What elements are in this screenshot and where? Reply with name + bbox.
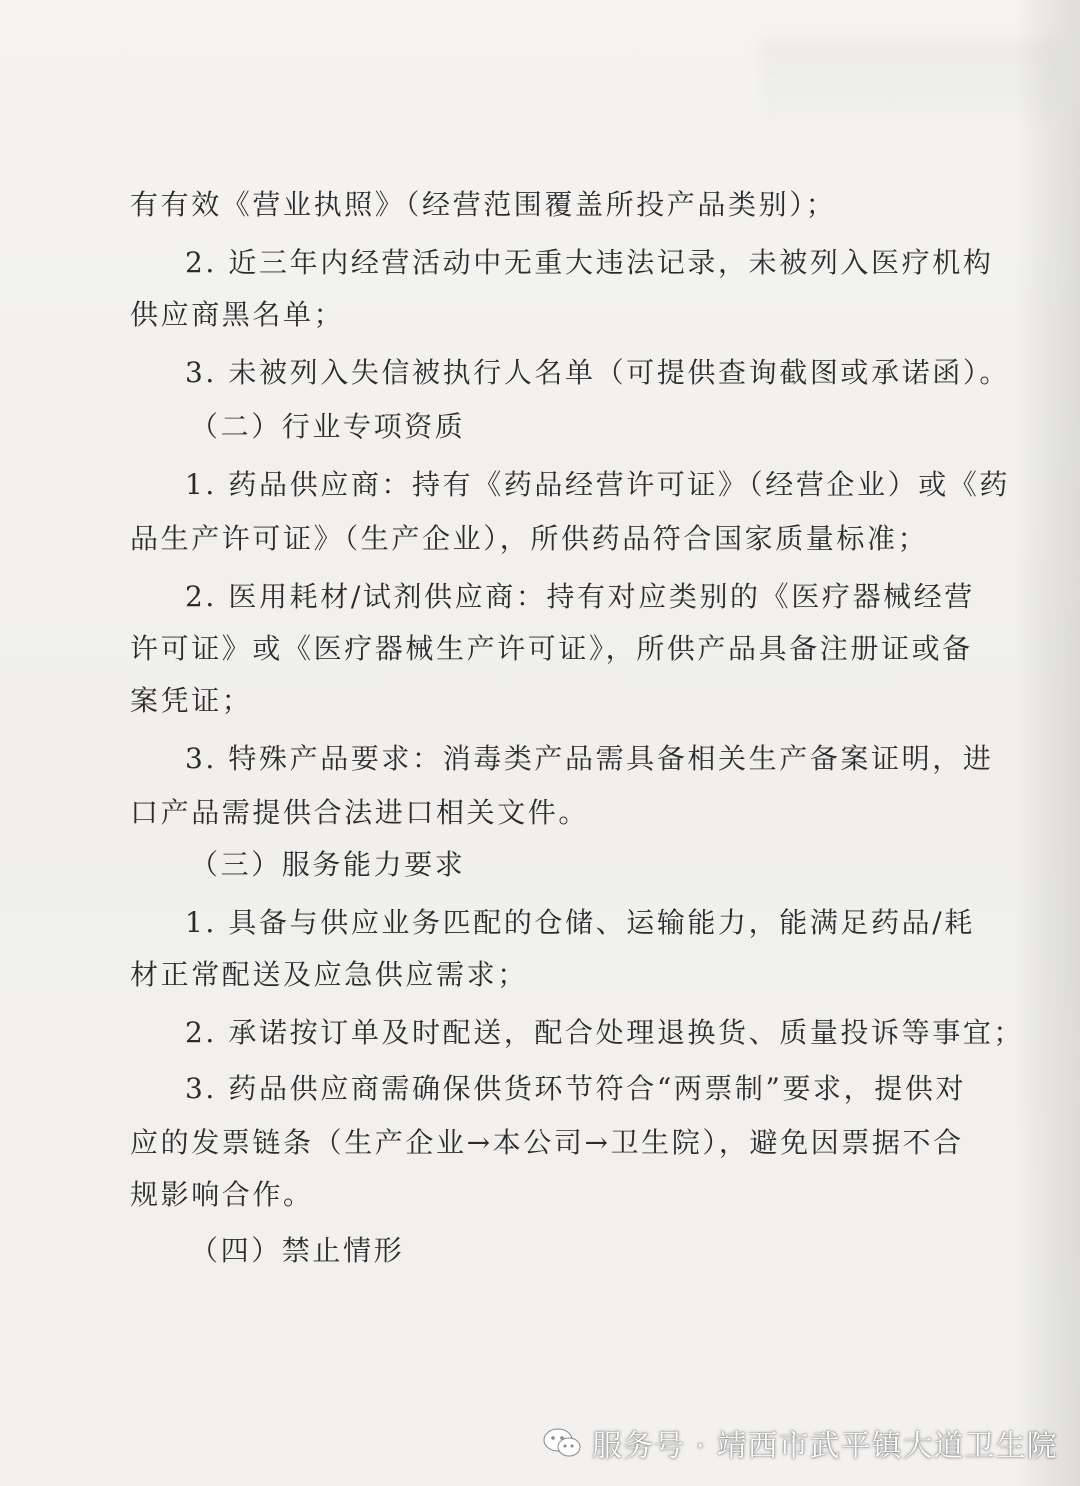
scan-shadow xyxy=(760,40,1060,120)
text-line: 应的发票链条（生产企业→本公司→卫生院），避免因票据不合 xyxy=(130,1126,964,1159)
text-line: 案凭证； xyxy=(130,684,253,717)
text-line: 供应商黑名单； xyxy=(130,298,345,331)
section-heading: （二）行业专项资质 xyxy=(190,410,466,443)
text-line: 2. 承诺按订单及时配送，配合处理退换货、质量投诉等事宜； xyxy=(185,1016,1025,1049)
section-heading: （四）禁止情形 xyxy=(190,1234,405,1267)
text-line: 许可证》或《医疗器械生产许可证》，所供产品具备注册证或备 xyxy=(130,632,973,665)
wechat-icon xyxy=(542,1425,582,1461)
text-line: 2. 医用耗材/试剂供应商：持有对应类别的《医疗器械经营 xyxy=(185,580,975,613)
text-line: 1. 药品供应商：持有《药品经营许可证》（经营企业）或《药 xyxy=(185,468,1011,501)
text-line: 2. 近三年内经营活动中无重大违法记录，未被列入医疗机构 xyxy=(185,246,994,279)
text-line: 1. 具备与供应业务匹配的仓储、运输能力，能满足药品/耗 xyxy=(185,906,975,939)
text-line: 口产品需提供合法进口相关文件。 xyxy=(130,796,590,829)
text-line: 3. 未被列入失信被执行人名单（可提供查询截图或承诺函）。 xyxy=(185,356,1011,389)
text-line: 3. 特殊产品要求：消毒类产品需具备相关生产备案证明，进 xyxy=(185,742,994,775)
wechat-watermark xyxy=(542,1418,1058,1468)
text-line: 3. 药品供应商需确保供货环节符合“两票制”要求，提供对 xyxy=(185,1072,967,1105)
watermark-text: 服务号 · 靖西市武平镇大道卫生院 xyxy=(592,1429,1058,1464)
text-line: 有有效《营业执照》（经营范围覆盖所投产品类别）； xyxy=(130,188,837,221)
section-heading: （三）服务能力要求 xyxy=(190,848,466,881)
text-line: 材正常配送及应急供应需求； xyxy=(130,958,528,991)
text-line: 规影响合作。 xyxy=(130,1178,314,1211)
text-line: 品生产许可证》（生产企业），所供药品符合国家质量标准； xyxy=(130,522,929,555)
